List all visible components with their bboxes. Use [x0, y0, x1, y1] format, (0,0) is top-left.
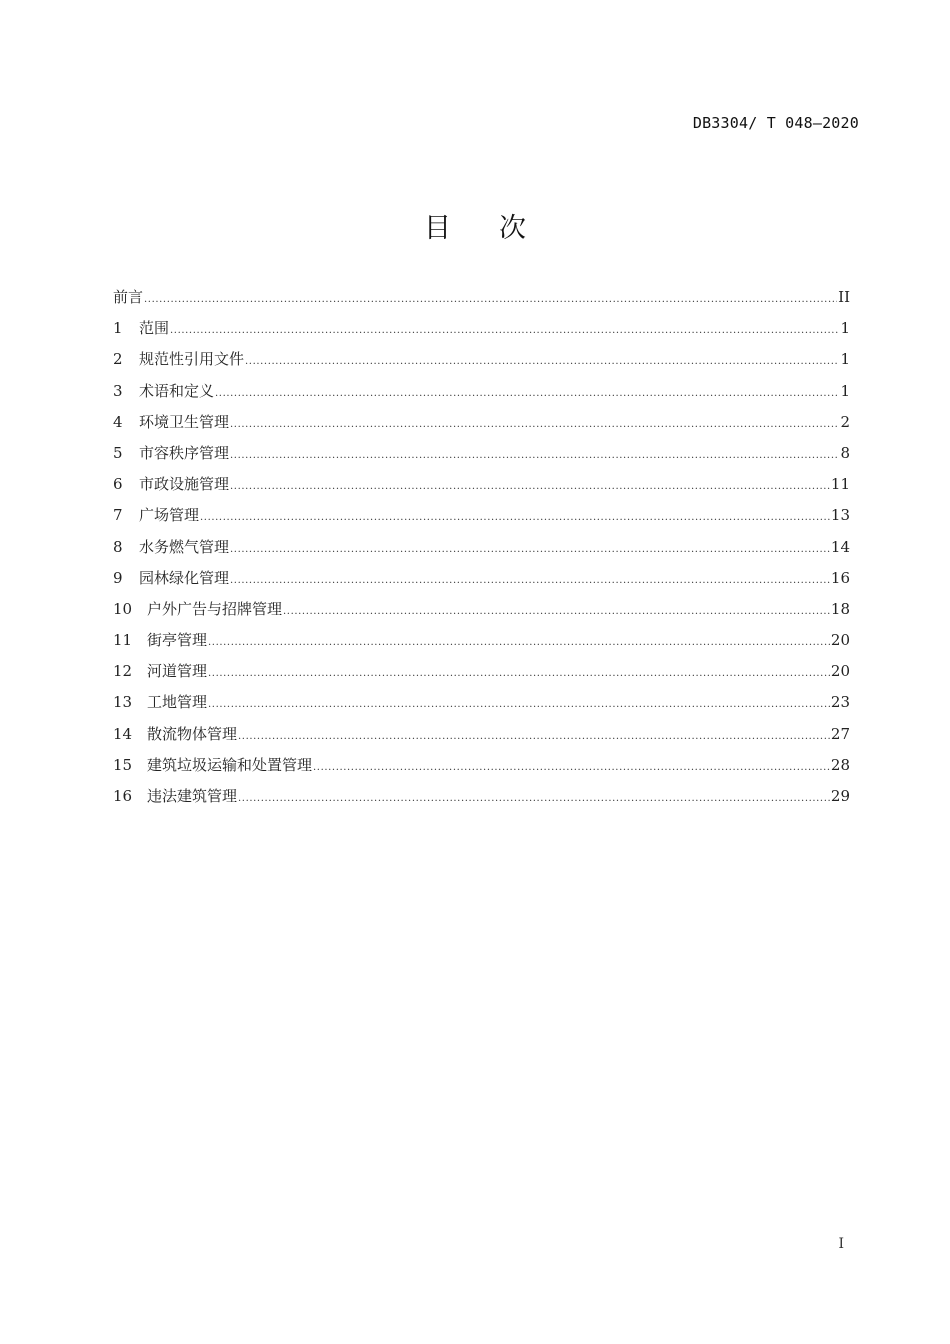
dot-leader — [238, 787, 830, 811]
toc-entry-page: 23 — [830, 693, 850, 712]
toc-entry-page: 1 — [840, 381, 850, 400]
toc-entry-label: 违法建筑管理 — [147, 787, 238, 805]
toc-entry[interactable] — [113, 784, 850, 815]
dot-leader — [208, 631, 830, 655]
toc-entry-label: 广场管理 — [139, 506, 200, 525]
toc-entry[interactable] — [113, 441, 850, 472]
document-code: DB3304/ T 048—2020 — [692, 114, 859, 132]
toc-entry-page: 11 — [830, 475, 850, 494]
toc-entry[interactable] — [113, 410, 850, 441]
dot-leader — [170, 319, 839, 343]
dot-leader — [208, 693, 830, 717]
dot-leader — [283, 600, 830, 624]
toc-entry[interactable] — [113, 597, 850, 628]
toc-entry-preface[interactable] — [113, 285, 850, 316]
toc-entry-page: 1 — [840, 350, 850, 369]
toc-entry[interactable] — [113, 753, 850, 784]
dot-leader — [230, 569, 830, 593]
toc-entry[interactable] — [113, 472, 850, 503]
toc-entry[interactable] — [113, 503, 850, 534]
page-number: I — [838, 1236, 844, 1252]
toc-entry-label: 前言 — [113, 288, 144, 306]
toc-entry-page: 28 — [830, 755, 850, 774]
toc-entry-label: 散流物体管理 — [147, 724, 238, 743]
table-of-contents — [113, 285, 850, 815]
toc-entry-number: 8 — [113, 537, 123, 556]
toc-entry-page: 2 — [840, 412, 850, 431]
dot-leader — [208, 662, 830, 686]
toc-entry[interactable] — [113, 316, 850, 347]
toc-entry-number: 3 — [113, 381, 123, 400]
toc-entry-number: 10 — [113, 599, 133, 618]
toc-entry-label: 规范性引用文件 — [139, 350, 245, 369]
toc-entry-number: 14 — [113, 724, 133, 743]
toc-entry-label: 街亭管理 — [147, 631, 208, 650]
toc-entry-page: 29 — [830, 787, 850, 805]
toc-entry-page: 27 — [830, 724, 850, 743]
toc-entry-page: 20 — [830, 662, 850, 681]
toc-entry-label: 范围 — [139, 319, 170, 338]
toc-title-char-1: 目 — [424, 213, 451, 244]
dot-leader — [313, 756, 830, 780]
toc-title-char-2: 次 — [499, 213, 526, 244]
toc-entry-number: 1 — [113, 319, 123, 338]
toc-entry[interactable] — [113, 566, 850, 597]
toc-entry[interactable] — [113, 535, 850, 566]
toc-entry[interactable] — [113, 722, 850, 753]
toc-entry-number: 6 — [113, 475, 123, 494]
toc-entry-label: 术语和定义 — [139, 381, 215, 400]
dot-leader — [215, 382, 839, 406]
toc-entry-number: 9 — [113, 568, 123, 587]
toc-entry-label: 工地管理 — [147, 693, 208, 712]
toc-entry-number: 15 — [113, 755, 133, 774]
dot-leader — [200, 506, 830, 530]
toc-entry-page: 20 — [830, 631, 850, 650]
toc-entry-label: 河道管理 — [147, 662, 208, 681]
toc-entry-number: 4 — [113, 412, 123, 431]
toc-entry-label: 环境卫生管理 — [139, 412, 230, 431]
toc-entry[interactable] — [113, 628, 850, 659]
toc-entry-page: II — [838, 288, 850, 306]
toc-entry-number: 5 — [113, 443, 123, 462]
toc-entry-page: 16 — [830, 568, 850, 587]
toc-entry-page: 14 — [830, 537, 850, 556]
dot-leader — [144, 288, 837, 312]
toc-entry[interactable] — [113, 659, 850, 690]
toc-entry[interactable] — [113, 347, 850, 378]
toc-entry-number: 12 — [113, 662, 133, 681]
toc-entry-label: 市政设施管理 — [139, 475, 230, 494]
toc-entry-number: 13 — [113, 693, 133, 712]
toc-entry-number: 16 — [113, 787, 133, 805]
toc-entry[interactable] — [113, 690, 850, 721]
toc-entry-page: 13 — [830, 506, 850, 525]
dot-leader — [230, 538, 830, 562]
toc-entry-label: 建筑垃圾运输和处置管理 — [147, 755, 313, 774]
toc-entry-page: 1 — [840, 319, 850, 338]
toc-entry-number: 11 — [113, 631, 133, 650]
toc-entry-label: 户外广告与招牌管理 — [147, 599, 283, 618]
toc-entry-page: 18 — [830, 599, 850, 618]
dot-leader — [238, 725, 830, 749]
dot-leader — [230, 413, 839, 437]
toc-entry-label: 市容秩序管理 — [139, 443, 230, 462]
toc-title — [0, 206, 950, 245]
toc-entry-page: 8 — [840, 443, 850, 462]
toc-entry-number: 2 — [113, 350, 123, 369]
toc-entry[interactable] — [113, 379, 850, 410]
dot-leader — [230, 444, 839, 468]
dot-leader — [230, 475, 830, 499]
toc-entry-label: 水务燃气管理 — [139, 537, 230, 556]
dot-leader — [245, 350, 839, 374]
toc-entry-label: 园林绿化管理 — [139, 568, 230, 587]
toc-entry-number: 7 — [113, 506, 123, 525]
